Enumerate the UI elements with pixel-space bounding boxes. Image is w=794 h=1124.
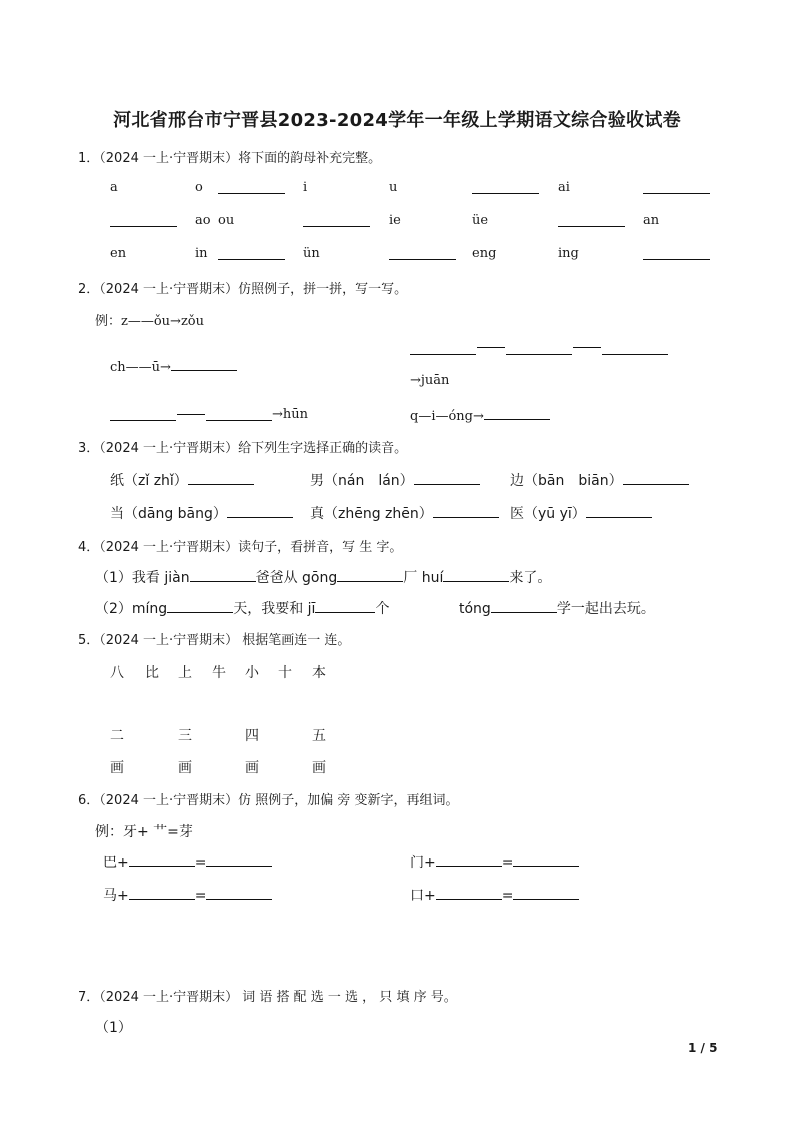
- answer-blank[interactable]: [414, 472, 480, 485]
- q4-s2-lead: （2）míng: [95, 601, 168, 617]
- q2-item-qiong-text: q—i—óng→: [410, 409, 484, 424]
- equals-sign: =: [501, 855, 514, 871]
- q5-hua: 画: [312, 760, 326, 776]
- question-3-header: 3．（2024 一上·宁晋期末）给下列生字选择正确的读音。: [78, 441, 408, 456]
- q6-item: [410, 885, 579, 905]
- q4-s1-lead: （1）我看 jiàn: [95, 570, 190, 586]
- q5-char[interactable]: 牛: [212, 665, 226, 681]
- question-6-header: 6．（2024 一上·宁晋期末）仿 照例子，加偏 旁 变新字，再组词。: [78, 793, 459, 808]
- answer-blank[interactable]: [410, 354, 476, 355]
- q5-char[interactable]: 上: [178, 665, 192, 681]
- final-un: ün: [303, 246, 320, 261]
- dash-line: [477, 347, 505, 348]
- answer-blank[interactable]: [623, 472, 689, 485]
- answer-blank[interactable]: [484, 407, 550, 420]
- q3-item: [310, 470, 480, 490]
- q5-char[interactable]: 小: [245, 665, 259, 681]
- question-2-header: 2．（2024 一上·宁晋期末）仿照例子，拼一拼，写一写。: [78, 282, 408, 297]
- q5-count[interactable]: 四: [245, 728, 259, 744]
- q4-s1-mid1: 爸爸从 gōng: [255, 570, 338, 586]
- answer-blank[interactable]: [218, 259, 285, 260]
- q6-item-text: 马+: [103, 888, 129, 904]
- answer-blank[interactable]: [129, 887, 195, 900]
- q3-item: [110, 470, 254, 490]
- q3-item-text: 医（yū yī）: [510, 506, 586, 522]
- answer-blank[interactable]: [433, 505, 499, 518]
- answer-blank[interactable]: [506, 354, 572, 355]
- q5-hua: 画: [178, 760, 192, 776]
- answer-blank[interactable]: [436, 887, 502, 900]
- q4-s1-end: 来了。: [509, 570, 552, 586]
- q3-item-text: 当（dāng bāng）: [110, 506, 227, 522]
- answer-blank[interactable]: [315, 600, 375, 613]
- q3-item-text: 纸（zǐ zhǐ）: [110, 473, 188, 489]
- answer-blank[interactable]: [443, 569, 509, 582]
- q4-sentence-1: [95, 567, 551, 587]
- q4-s1-mid2: 厂 huí: [403, 570, 444, 586]
- q3-item-text: 边（bān biān）: [510, 473, 623, 489]
- answer-blank[interactable]: [218, 193, 285, 194]
- q5-count[interactable]: 三: [178, 728, 192, 744]
- q4-s2-mid1: 天，我要和 jī: [233, 601, 316, 617]
- answer-blank[interactable]: [110, 420, 176, 421]
- question-4-header: 4．（2024 一上·宁晋期末）读句子，看拼音，写 生 字。: [78, 540, 403, 555]
- final-ue: üe: [472, 213, 489, 228]
- q4-s2-mid3: tóng: [459, 601, 491, 617]
- answer-blank[interactable]: [436, 854, 502, 867]
- q5-hua: 画: [245, 760, 259, 776]
- answer-blank[interactable]: [558, 226, 625, 227]
- q2-arrow-hun: →hūn: [272, 407, 309, 422]
- answer-blank[interactable]: [643, 259, 710, 260]
- question-1-header: 1．（2024 一上·宁晋期末）将下面的韵母补充完整。: [78, 151, 382, 166]
- q3-item: [510, 470, 689, 490]
- page-title: 河北省邢台市宁晋县2023-2024学年一年级上学期语文综合验收试卷: [113, 110, 681, 131]
- equals-sign: =: [194, 888, 207, 904]
- q3-item: [110, 503, 293, 523]
- final-ai: ai: [558, 180, 570, 195]
- q3-item-text: 男（nán lán）: [310, 473, 414, 489]
- q3-item: [510, 503, 652, 523]
- answer-blank[interactable]: [389, 259, 456, 260]
- q5-char[interactable]: 八: [110, 665, 124, 681]
- page-number: 1 / 5: [688, 1041, 718, 1055]
- answer-blank[interactable]: [188, 472, 254, 485]
- final-ou: ou: [218, 213, 235, 228]
- answer-blank[interactable]: [586, 505, 652, 518]
- final-ie: ie: [389, 213, 401, 228]
- q5-char[interactable]: 本: [312, 665, 326, 681]
- q5-char[interactable]: 比: [145, 665, 159, 681]
- final-u: u: [389, 180, 398, 195]
- equals-sign: =: [194, 855, 207, 871]
- q2-item-qiong: [410, 407, 550, 424]
- q6-item: [410, 852, 579, 872]
- q6-item: [103, 885, 272, 905]
- q4-sentence-2-part-b: [459, 598, 655, 618]
- answer-blank[interactable]: [206, 420, 272, 421]
- q7-sub-1: （1）: [95, 1020, 132, 1036]
- answer-blank[interactable]: [513, 854, 579, 867]
- q2-arrow-juan: →juān: [410, 373, 450, 388]
- answer-blank[interactable]: [167, 600, 233, 613]
- q2-item-ch: [110, 358, 237, 375]
- answer-blank[interactable]: [110, 226, 177, 227]
- answer-blank[interactable]: [129, 854, 195, 867]
- q5-hua: 画: [110, 760, 124, 776]
- final-i: i: [303, 180, 308, 195]
- question-7-header: 7．（2024 一上·宁晋期末） 词 语 搭 配 选 一 选 ， 只 填 序 号。: [78, 990, 457, 1005]
- q3-item: [310, 503, 499, 523]
- final-in: in: [195, 246, 208, 261]
- q6-item: [103, 852, 272, 872]
- final-ao: ao: [195, 213, 211, 228]
- final-o: o: [195, 180, 203, 195]
- q6-item-text: 巴+: [103, 855, 129, 871]
- answer-blank[interactable]: [303, 226, 370, 227]
- dash-line: [177, 414, 205, 415]
- answer-blank[interactable]: [491, 600, 557, 613]
- answer-blank[interactable]: [206, 854, 272, 867]
- answer-blank[interactable]: [190, 569, 256, 582]
- question-5-header: 5．（2024 一上·宁晋期末） 根据笔画连一 连。: [78, 633, 351, 648]
- q5-count[interactable]: 二: [110, 728, 124, 744]
- q6-item-text: 口+: [410, 888, 436, 904]
- q4-sentence-2-part-a: [95, 598, 389, 618]
- final-ing: ing: [558, 246, 579, 261]
- q3-item-text: 真（zhēng zhēn）: [310, 506, 433, 522]
- q6-item-text: 门+: [410, 855, 436, 871]
- answer-blank[interactable]: [337, 569, 403, 582]
- final-en: en: [110, 246, 127, 261]
- q4-s2-mid2: 个: [375, 601, 390, 617]
- final-an: an: [643, 213, 660, 228]
- q5-count[interactable]: 五: [312, 728, 326, 744]
- answer-blank[interactable]: [643, 193, 710, 194]
- dash-line: [573, 347, 601, 348]
- equals-sign: =: [501, 888, 514, 904]
- q2-example: 例：z——ǒu→zǒu: [95, 314, 204, 329]
- q5-char[interactable]: 十: [278, 665, 292, 681]
- q6-example: 例：牙+ 艹=芽: [95, 824, 193, 840]
- final-eng: eng: [472, 246, 497, 261]
- answer-blank[interactable]: [513, 887, 579, 900]
- q4-s2-end: 学一起出去玩。: [556, 601, 655, 617]
- answer-blank[interactable]: [171, 358, 237, 371]
- answer-blank[interactable]: [227, 505, 293, 518]
- answer-blank[interactable]: [206, 887, 272, 900]
- q2-item-ch-text: ch——ū→: [110, 360, 171, 375]
- final-a: a: [110, 180, 118, 195]
- answer-blank[interactable]: [472, 193, 539, 194]
- answer-blank[interactable]: [602, 354, 668, 355]
